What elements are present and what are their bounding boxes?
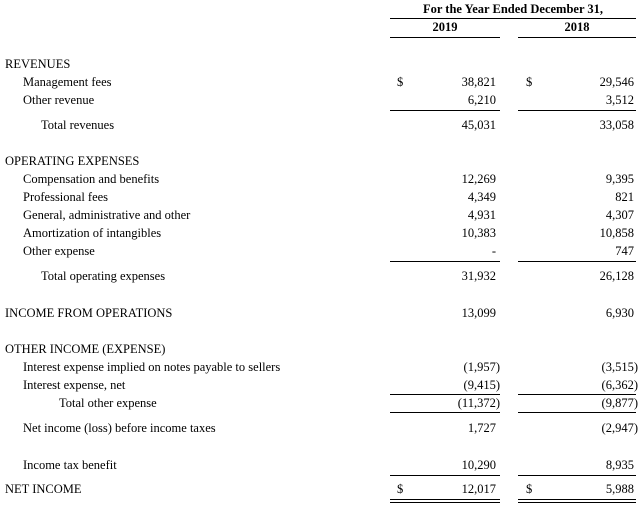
column-rule-2018 xyxy=(518,37,636,38)
net-income-value-2019: 12,017 xyxy=(461,482,496,496)
value-2018: 9,395 xyxy=(605,172,634,186)
row-label: Compensation and benefits xyxy=(23,172,160,186)
value-2019: 38,821 xyxy=(461,75,496,89)
value-2018: 3,512 xyxy=(605,93,634,107)
value-2019: (9,415) xyxy=(463,378,500,392)
section-title-revenues: REVENUES xyxy=(5,57,71,71)
currency-symbol: $ xyxy=(397,75,404,89)
value-2019: 1,727 xyxy=(467,421,496,435)
total-label: Total operating expenses xyxy=(41,269,166,283)
value-2018: (3,515) xyxy=(601,360,638,374)
income-from-operations-label: INCOME FROM OPERATIONS xyxy=(5,306,173,320)
currency-symbol: $ xyxy=(397,482,404,496)
row-label: Interest expense, net xyxy=(23,378,126,392)
value-2018: (2,947) xyxy=(601,421,638,435)
total-value-2019: 45,031 xyxy=(461,118,496,132)
header-rule xyxy=(390,18,636,19)
grand-total-double-rule xyxy=(390,499,500,503)
net-income-value-2018: 5,988 xyxy=(605,482,634,496)
grand-total-double-rule xyxy=(518,499,636,503)
subtotal-rule xyxy=(518,394,636,395)
value-2019: (1,957) xyxy=(463,360,500,374)
row-label: Professional fees xyxy=(23,190,109,204)
value-2018: 29,546 xyxy=(599,75,634,89)
row-label: Interest expense implied on notes payable to sellers xyxy=(23,360,281,374)
value-2019: - xyxy=(491,244,496,258)
tax-label: Income tax benefit xyxy=(23,458,117,472)
value-2019: 12,269 xyxy=(461,172,496,186)
total-label: Total revenues xyxy=(41,118,115,132)
value-2019: 6,210 xyxy=(467,93,496,107)
total-value-2019: (11,372) xyxy=(457,396,500,410)
subtotal-rule xyxy=(518,475,636,476)
subtotal-rule xyxy=(390,261,500,262)
total-value-2018: (9,877) xyxy=(601,396,638,410)
column-header-2019: 2019 xyxy=(432,20,458,34)
row-label: Amortization of intangibles xyxy=(23,226,162,240)
value-2019: 4,349 xyxy=(467,190,496,204)
subtotal-rule xyxy=(390,475,500,476)
subtotal-rule xyxy=(390,412,500,413)
net-income-label: NET INCOME xyxy=(5,482,82,496)
row-label: Management fees xyxy=(23,75,112,89)
value-2018: 821 xyxy=(615,190,634,204)
total-value-2019: 31,932 xyxy=(461,269,496,283)
total-label: Total other expense xyxy=(59,396,157,410)
row-label: Other expense xyxy=(23,244,95,258)
subtotal-rule xyxy=(518,261,636,262)
value-2018: 4,307 xyxy=(605,208,634,222)
value-2018: 6,930 xyxy=(605,306,634,320)
currency-symbol: $ xyxy=(526,482,533,496)
value-2018: 8,935 xyxy=(605,458,634,472)
column-header-2018: 2018 xyxy=(564,20,590,34)
value-2018: (6,362) xyxy=(601,378,638,392)
total-value-2018: 26,128 xyxy=(599,269,634,283)
total-value-2018: 33,058 xyxy=(599,118,634,132)
subtotal-rule xyxy=(390,110,500,111)
section-title-other-income: OTHER INCOME (EXPENSE) xyxy=(5,342,166,356)
period-header: For the Year Ended December 31, xyxy=(422,2,604,16)
pretax-label: Net income (loss) before income taxes xyxy=(23,421,216,435)
value-2019: 10,383 xyxy=(461,226,496,240)
value-2019: 10,290 xyxy=(461,458,496,472)
row-label: Other revenue xyxy=(23,93,95,107)
currency-symbol: $ xyxy=(526,75,533,89)
value-2018: 10,858 xyxy=(599,226,634,240)
value-2019: 4,931 xyxy=(467,208,496,222)
value-2018: 747 xyxy=(615,244,634,258)
subtotal-rule xyxy=(390,394,500,395)
section-title-operating-expenses: OPERATING EXPENSES xyxy=(5,154,140,168)
value-2019: 13,099 xyxy=(461,306,496,320)
subtotal-rule xyxy=(518,412,636,413)
row-label: General, administrative and other xyxy=(23,208,191,222)
column-rule-2019 xyxy=(390,37,500,38)
subtotal-rule xyxy=(518,110,636,111)
